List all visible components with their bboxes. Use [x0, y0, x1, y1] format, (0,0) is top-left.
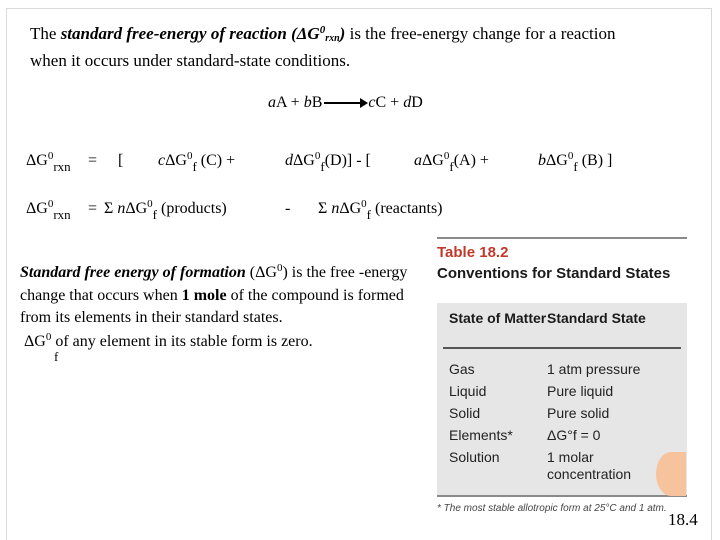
- table-cell-standard: ΔG°f = 0: [547, 427, 601, 443]
- decorative-circle: [656, 452, 686, 496]
- eq2-products: Σ nΔG$^0_f$ (products): [104, 198, 227, 222]
- table-footnote: * The most stable allotropic form at 25°C and 1 atm.: [437, 503, 667, 514]
- intro-line-1: [30, 22, 615, 49]
- definition-paragraph: Standard free energy of formation $(\Delta G^0)$ is the free -energy change that occurs when 1 mole of the compound is formed from its elements in their standard states. $\Delta G^0$ of any element in its stable form is zero. f: [20, 262, 410, 368]
- eq2-lhs: $\Delta G^0_{rxn}$: [26, 198, 71, 222]
- table-cell-state: Elements*: [449, 427, 513, 443]
- table-caption: Conventions for Standard States: [437, 265, 671, 282]
- table-cell-state: Solid: [449, 405, 481, 421]
- table-cell-standard: Pure solid: [547, 405, 610, 421]
- intro-term-symbol: $(\Delta G^0rxn)$: [291, 24, 346, 44]
- table-header-standard: Standard State: [547, 310, 646, 326]
- definition-zero-rule: $\Delta G^0$ of any element in its stable form is zero. f: [24, 331, 313, 364]
- table-cell-state: Solution: [449, 449, 500, 465]
- eq1-term-d: dΔG$^0_f$(D)] - [: [285, 150, 371, 174]
- eq1-term-b: bΔG$^0_f$ (B) ]: [538, 150, 613, 174]
- slide-frame-top: [6, 8, 712, 9]
- eq1-bracket: [: [118, 152, 124, 169]
- table-cell-state: Liquid: [449, 383, 487, 399]
- eq1-term-a: aΔG$^0_f$(A) +: [414, 150, 489, 174]
- table-cell-standard: Pure liquid: [547, 383, 614, 399]
- slide-frame-right: [711, 8, 712, 540]
- intro-text: The: [30, 24, 61, 43]
- eq2-equals: =: [88, 200, 98, 217]
- reaction-equation: aA + bB cC + dD: [268, 94, 423, 111]
- intro-text-end: is the free-energy change for a reaction: [345, 24, 616, 43]
- table-cell-state: Gas: [449, 361, 475, 377]
- intro-line-2: when it occurs under standard-state conditions.: [30, 51, 351, 70]
- page-number: 18.4: [668, 510, 698, 529]
- table-title: Table 18.2: [437, 244, 509, 261]
- eq2-reactants: Σ nΔG$^0_f$ (reactants): [318, 198, 443, 222]
- intro-paragraph: [30, 22, 615, 73]
- table-header-state: State of Matter: [449, 310, 547, 326]
- table-body: [437, 303, 687, 495]
- definition-term: Standard free energy of formation: [20, 264, 246, 281]
- standard-states-table: [437, 237, 687, 532]
- slide-frame-left: [6, 8, 7, 540]
- reaction-arrow-icon: [324, 102, 366, 104]
- table-top-rule: [437, 237, 687, 239]
- eq1-equals: =: [88, 152, 98, 169]
- table-cell-standard: 1 atm pressure: [547, 361, 641, 377]
- table-cell-standard: 1 molar concentration: [547, 449, 632, 482]
- table-header-rule: [443, 347, 681, 349]
- eq1-lhs: $\Delta G^0_{rxn}$: [26, 150, 71, 174]
- definition-bold: 1 mole: [181, 287, 227, 304]
- intro-term: standard free-energy of reaction: [60, 24, 287, 43]
- eq2-minus: -: [285, 200, 291, 217]
- eq1-term-c: cΔG$^0_f$ (C) +: [158, 150, 236, 174]
- table-bottom-rule: [437, 495, 687, 497]
